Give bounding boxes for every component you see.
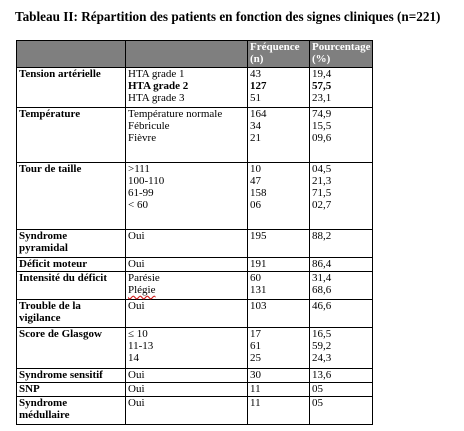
percentage-cell: [310, 383, 373, 397]
frequency-value: 11: [250, 383, 261, 395]
modality-value: 100-110: [128, 175, 165, 187]
header-cell-label: [17, 41, 126, 68]
table-body: [17, 41, 373, 425]
frequency-value: 34: [250, 120, 261, 132]
percentage-value: 15,5: [312, 120, 332, 132]
frequency-value: 43: [250, 68, 261, 80]
row-label: Intensité du déficit: [19, 272, 107, 284]
modality-cell: [126, 369, 248, 383]
row-label-cell: [17, 258, 126, 272]
modality-cell: [126, 383, 248, 397]
row-label: Tour de taille: [19, 163, 82, 175]
table-header-row: [17, 41, 373, 68]
table-caption: : Répartition des patients en fonction des signes cliniques (n=221): [73, 9, 441, 24]
percentage-value: 86,4: [312, 258, 332, 270]
frequency-cell: [248, 163, 310, 230]
frequency-value: 164: [250, 108, 267, 120]
frequency-value: 11: [250, 397, 261, 409]
frequency-value: 25: [250, 352, 261, 364]
modality-value: 61-99: [128, 187, 154, 199]
percentage-value: 05: [312, 397, 323, 409]
table-number: Tableau II: [15, 9, 74, 24]
row-label-cell: [17, 272, 126, 300]
row-label: pyramidal: [19, 242, 68, 254]
row-label-cell: [17, 230, 126, 258]
row-label-cell: [17, 369, 126, 383]
modality-value: < 60: [128, 199, 148, 211]
percentage-value: 09,6: [312, 132, 332, 144]
modality-cell: [126, 230, 248, 258]
frequency-cell: [248, 68, 310, 108]
percentage-value: 88,2: [312, 230, 332, 242]
modality-value: Oui: [128, 230, 145, 242]
frequency-value: 127: [250, 80, 267, 92]
header-frequency-line2: (n): [250, 53, 264, 65]
percentage-value: 16,5: [312, 328, 332, 340]
percentage-cell: [310, 163, 373, 230]
percentage-value: 68,6: [312, 284, 332, 296]
modality-value: Oui: [128, 300, 145, 312]
percentage-cell: [310, 230, 373, 258]
row-label: Syndrome: [19, 230, 68, 242]
table-row: [17, 397, 373, 425]
header-cell-percentage: [310, 41, 373, 68]
percentage-value: 19,4: [312, 68, 332, 80]
row-label-cell: [17, 300, 126, 328]
frequency-value: 131: [250, 284, 267, 296]
percentage-cell: [310, 300, 373, 328]
row-label: Température: [19, 108, 81, 120]
frequency-cell: [248, 369, 310, 383]
percentage-value: 74,9: [312, 108, 332, 120]
frequency-cell: [248, 272, 310, 300]
modality-value: Oui: [128, 397, 145, 409]
frequency-cell: [248, 230, 310, 258]
header-frequency-line1: Fréquence: [250, 41, 300, 53]
percentage-value: 13,6: [312, 369, 332, 381]
frequency-value: 61: [250, 340, 261, 352]
frequency-value: 10: [250, 163, 261, 175]
row-label-cell: [17, 397, 126, 425]
table-row: [17, 258, 373, 272]
frequency-value: 60: [250, 272, 261, 284]
table-row: [17, 108, 373, 163]
frequency-value: 51: [250, 92, 261, 104]
row-label: Syndrome sensitif: [19, 369, 103, 381]
row-label: vigilance: [19, 312, 61, 324]
frequency-value: 30: [250, 369, 261, 381]
frequency-cell: [248, 258, 310, 272]
frequency-value: 47: [250, 175, 261, 187]
percentage-cell: [310, 258, 373, 272]
row-label: Trouble de la: [19, 300, 81, 312]
modality-value: 11-13: [128, 340, 154, 352]
modality-value: Oui: [128, 258, 145, 270]
frequency-value: 103: [250, 300, 267, 312]
frequency-cell: [248, 300, 310, 328]
frequency-cell: [248, 397, 310, 425]
percentage-value: 57,5: [312, 80, 332, 92]
table-row: [17, 383, 373, 397]
frequency-value: 191: [250, 258, 267, 270]
modality-value: Parésie: [128, 272, 160, 284]
modality-value: ≤ 10: [128, 328, 148, 340]
frequency-value: 195: [250, 230, 267, 242]
modality-value: HTA grade 3: [128, 92, 185, 104]
modality-value: Fébricule: [128, 120, 170, 132]
clinical-signs-table: [16, 40, 373, 425]
row-label-cell: [17, 68, 126, 108]
modality-cell: [126, 258, 248, 272]
table-row: [17, 230, 373, 258]
header-percentage-line1: Pourcentage: [312, 41, 371, 53]
percentage-cell: [310, 397, 373, 425]
modality-value: Oui: [128, 383, 145, 395]
modality-value: Plégie: [128, 284, 156, 296]
row-label: Déficit moteur: [19, 258, 88, 270]
row-label: Score de Glasgow: [19, 328, 102, 340]
row-label: médullaire: [19, 409, 70, 421]
modality-value: Oui: [128, 369, 145, 381]
header-cell-modality: [126, 41, 248, 68]
percentage-value: 05: [312, 383, 323, 395]
percentage-cell: [310, 68, 373, 108]
modality-value: >111: [128, 163, 150, 175]
row-label: SNP: [19, 383, 40, 395]
modality-cell: [126, 397, 248, 425]
modality-cell: [126, 163, 248, 230]
table-title: [15, 9, 440, 25]
percentage-value: 46,6: [312, 300, 332, 312]
modality-value: Fièvre: [128, 132, 157, 144]
frequency-value: 21: [250, 132, 261, 144]
modality-cell: [126, 328, 248, 369]
row-label: Tension artérielle: [19, 68, 101, 80]
frequency-value: 17: [250, 328, 261, 340]
modality-cell: [126, 68, 248, 108]
percentage-value: 21,3: [312, 175, 332, 187]
table-row: [17, 163, 373, 230]
percentage-cell: [310, 328, 373, 369]
percentage-value: 02,7: [312, 199, 332, 211]
modality-value: HTA grade 1: [128, 68, 185, 80]
frequency-cell: [248, 383, 310, 397]
modality-cell: [126, 108, 248, 163]
frequency-cell: [248, 328, 310, 369]
modality-value: HTA grade 2: [128, 80, 189, 92]
percentage-value: 71,5: [312, 187, 332, 199]
table-row: [17, 369, 373, 383]
percentage-value: 31,4: [312, 272, 332, 284]
table-row: [17, 68, 373, 108]
row-label-cell: [17, 328, 126, 369]
frequency-cell: [248, 108, 310, 163]
header-cell-frequency: [248, 41, 310, 68]
percentage-value: 23,1: [312, 92, 332, 104]
frequency-value: 06: [250, 199, 261, 211]
percentage-value: 04,5: [312, 163, 332, 175]
header-percentage-line2: (%): [312, 53, 331, 65]
percentage-value: 59,2: [312, 340, 332, 352]
row-label: Syndrome: [19, 397, 68, 409]
percentage-cell: [310, 369, 373, 383]
modality-value: Température normale: [128, 108, 223, 120]
row-label-cell: [17, 163, 126, 230]
table-row: [17, 328, 373, 369]
table-row: [17, 272, 373, 300]
frequency-value: 158: [250, 187, 267, 199]
modality-cell: [126, 272, 248, 300]
row-label-cell: [17, 383, 126, 397]
table-row: [17, 300, 373, 328]
row-label-cell: [17, 108, 126, 163]
modality-cell: [126, 300, 248, 328]
modality-value: 14: [128, 352, 139, 364]
percentage-cell: [310, 108, 373, 163]
percentage-value: 24,3: [312, 352, 332, 364]
percentage-cell: [310, 272, 373, 300]
